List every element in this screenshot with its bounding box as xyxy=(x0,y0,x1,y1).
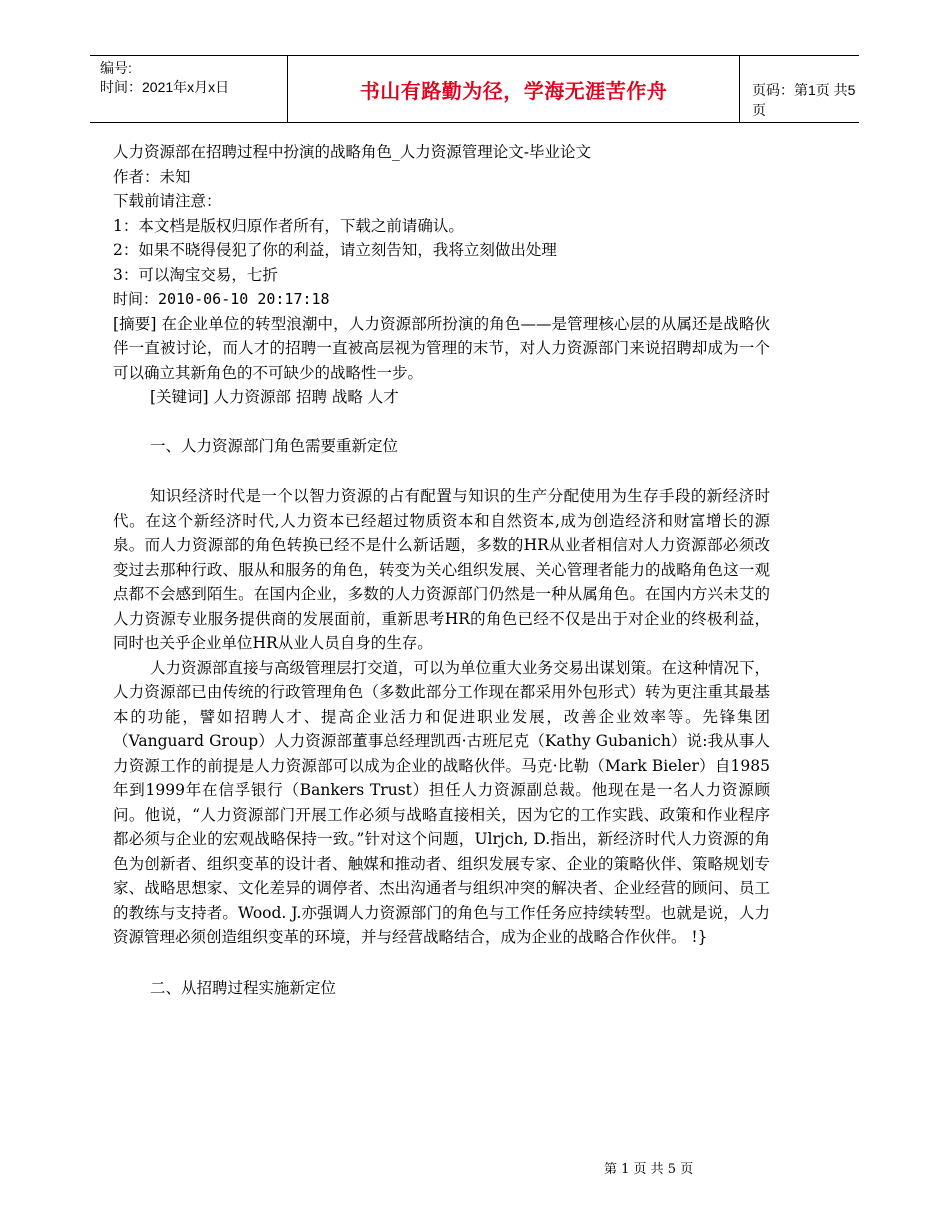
page-footer: 第 1 页 共 5 页 xyxy=(604,1162,694,1177)
download-note: 下载前请注意： xyxy=(113,192,222,210)
document-body xyxy=(113,140,770,1000)
header-meta xyxy=(100,59,280,97)
document-time-label: 时间：2021年x月x日 xyxy=(100,79,230,95)
body-paragraph: 知识经济时代是一个以智力资源的占有配置与知识的生产分配使用为生存手段的新经济时代。在这个新经济时代,人力资本已经超过物质资本和自然资本,成为创造经济和财富增长的源泉。而人力资源部的角色转换已经不是什么新话题，多数的HR从业者相信对人力资源部必须改变过去那种行政、服从和服务的角色，转变为关心组织发展、关心管理者能力的战略角色这一观点都不会感到陌生。在国内企业，多数的人力资源部门仍然是一种从属角色。在国内方兴未艾的人力资源专业服务提供商的发展面前，重新思考HR的角色已经不仅是出于对企业的终极利益，同时也关乎企业单位HR从业人员自身的生存。 xyxy=(113,487,770,652)
spacer xyxy=(113,458,770,484)
body-paragraph: 人力资源部直接与高级管理层打交道，可以为单位重大业务交易出谋划策。在这种情况下，人力资源部已由传统的行政管理角色（多数此部分工作现在都采用外包形式）转为更注重其最基本的功能，譬如招聘人才、提高企业活力和促进职业发展，改善企业效率等。先锋集团（Vanguard Group）人力资源部董事总经理凯西·古班尼克（Kathy Gubanich）说:我从事人力资源工作的前提是人力资源部可以成为企业的战略伙伴。马克·比勒（Mark Bieler）自1985年到1999年在信孚银行（Bankers Trust）担任人力资源副总裁。他现在是一名人力资源顾问。他说，“人力资源部门开展工作必须与战略直接相关，因为它的工作实践、政策和作业程序都必须与企业的宏观战略保持一致。”针对这个问题，Ulrjch, D.指出，新经济时代人力资源的角色为创新者、组织变革的设计者、触媒和推动者、组织发展专家、企业的策略伙伴、策略规划专家、战略思想家、文化差异的调停者、杰出沟通者与组织冲突的解决者、企业经营的顾问、员工的教练与支持者。Wood. J.亦强调人力资源部门的角色与工作任务应持续转型。也就是说，人力资源管理必须创造组织变革的环境，并与经营战略结合，成为企业的战略合作伙伴。 !} xyxy=(113,658,771,946)
document-author: 作者：未知 xyxy=(113,167,191,186)
header-page-info: 页码：第1页 共5页 xyxy=(752,82,856,118)
abstract: [摘要] 在企业单位的转型浪潮中，人力资源部所扮演的角色——是管理核心层的从属还是战略伙伴一直被讨论，而人才的招聘一直被高层视为管理的末节，对人力资源部门来说招聘却成为一个可以确立其新角色的不可缺少的战略性一步。 xyxy=(113,314,770,382)
publish-time: 时间：2010-06-10 20:17:18 xyxy=(113,290,330,308)
document-title: 人力资源部在招聘过程中扮演的战略角色_人力资源管理论文-毕业论文 xyxy=(113,143,591,161)
header-motto: 书山有路勤为径，学海无涯苦作舟 xyxy=(359,78,668,103)
document-number-label: 编号: xyxy=(100,60,132,76)
keywords: [关键词] 人力资源部 招聘 战略 人才 xyxy=(150,388,399,406)
spacer xyxy=(113,410,770,434)
section-heading: 二、从招聘过程实施新定位 xyxy=(150,978,337,997)
spacer xyxy=(113,950,770,976)
note-item: 2：如果不晓得侵犯了你的利益，请立刻告知，我将立刻做出处理 xyxy=(113,241,557,259)
page-header xyxy=(90,55,859,123)
note-item: 1：本文档是版权归原作者所有，下载之前请确认。 xyxy=(113,216,464,235)
header-motto-cell xyxy=(287,56,740,122)
note-item: 3：可以淘宝交易，七折 xyxy=(113,265,278,284)
section-heading: 一、人力资源部门角色需要重新定位 xyxy=(150,436,399,455)
